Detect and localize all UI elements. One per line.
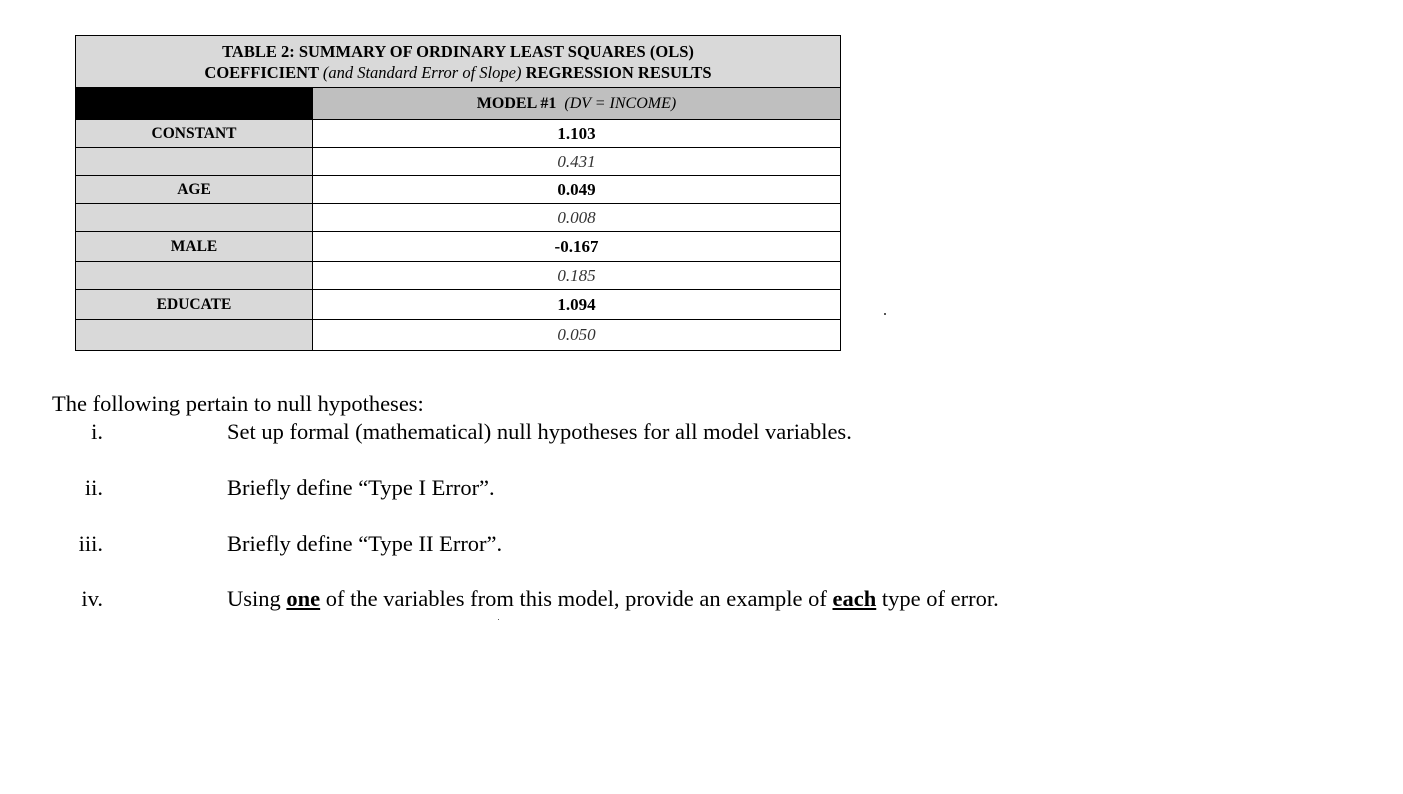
variable-blank [76,204,313,232]
table-row [76,204,841,232]
variable-name: CONSTANT [76,120,313,148]
table-row [76,290,841,320]
emphasis-one: one [286,586,321,611]
question-text-c: type of error. [881,586,999,611]
table-header-row [76,88,841,120]
coefficient-value: 1.103 [313,120,841,148]
std-error-value: 0.431 [313,148,841,176]
table-title-std-error-note: (and Standard Error of Slope) [322,62,522,82]
model-header [313,88,841,120]
question-text-b: of the variables from this model, provide an example of [325,586,827,611]
stray-dot [498,619,499,620]
table-title-coefficient: COEFFICIENT [204,62,319,82]
question-text-a: Using [227,586,281,611]
table-row [76,232,841,262]
table-title-row [76,36,841,88]
table-row [76,320,841,351]
table-row [76,176,841,204]
question-number: iv. [81,586,103,611]
variable-blank [76,148,313,176]
question-text: Set up formal (mathematical) null hypotheses for all model variables. [227,419,852,444]
question-number: iii. [78,531,103,556]
stray-dot [884,313,886,315]
coefficient-value: 1.094 [313,290,841,320]
question-number: ii. [84,475,103,500]
header-blank-cell [76,88,313,120]
std-error-value: 0.008 [313,204,841,232]
std-error-value: 0.185 [313,262,841,290]
question-text: Briefly define “Type II Error”. [227,531,503,556]
question-text: Briefly define “Type I Error”. [227,475,495,500]
variable-blank [76,262,313,290]
std-error-value: 0.050 [313,320,841,351]
table-row [76,148,841,176]
variable-blank [76,320,313,351]
coefficient-value: 0.049 [313,176,841,204]
coefficient-value: -0.167 [313,232,841,262]
table-title [76,36,841,88]
table-row [76,120,841,148]
model-dv: (DV = INCOME) [564,94,677,112]
variable-name: MALE [76,232,313,262]
emphasis-each: each [832,586,877,611]
questions-intro: The following pertain to null hypotheses: [52,391,424,416]
question-text [227,586,999,612]
question-number: i. [91,419,103,444]
variable-name: AGE [76,176,313,204]
table-title-line1: TABLE 2: SUMMARY OF ORDINARY LEAST SQUARES (OLS) [222,41,694,61]
table-row [76,262,841,290]
model-label: MODEL #1 [476,94,557,112]
variable-name: EDUCATE [76,290,313,320]
ols-regression-table [75,35,841,351]
table-title-regression-results: REGRESSION RESULTS [525,62,712,82]
